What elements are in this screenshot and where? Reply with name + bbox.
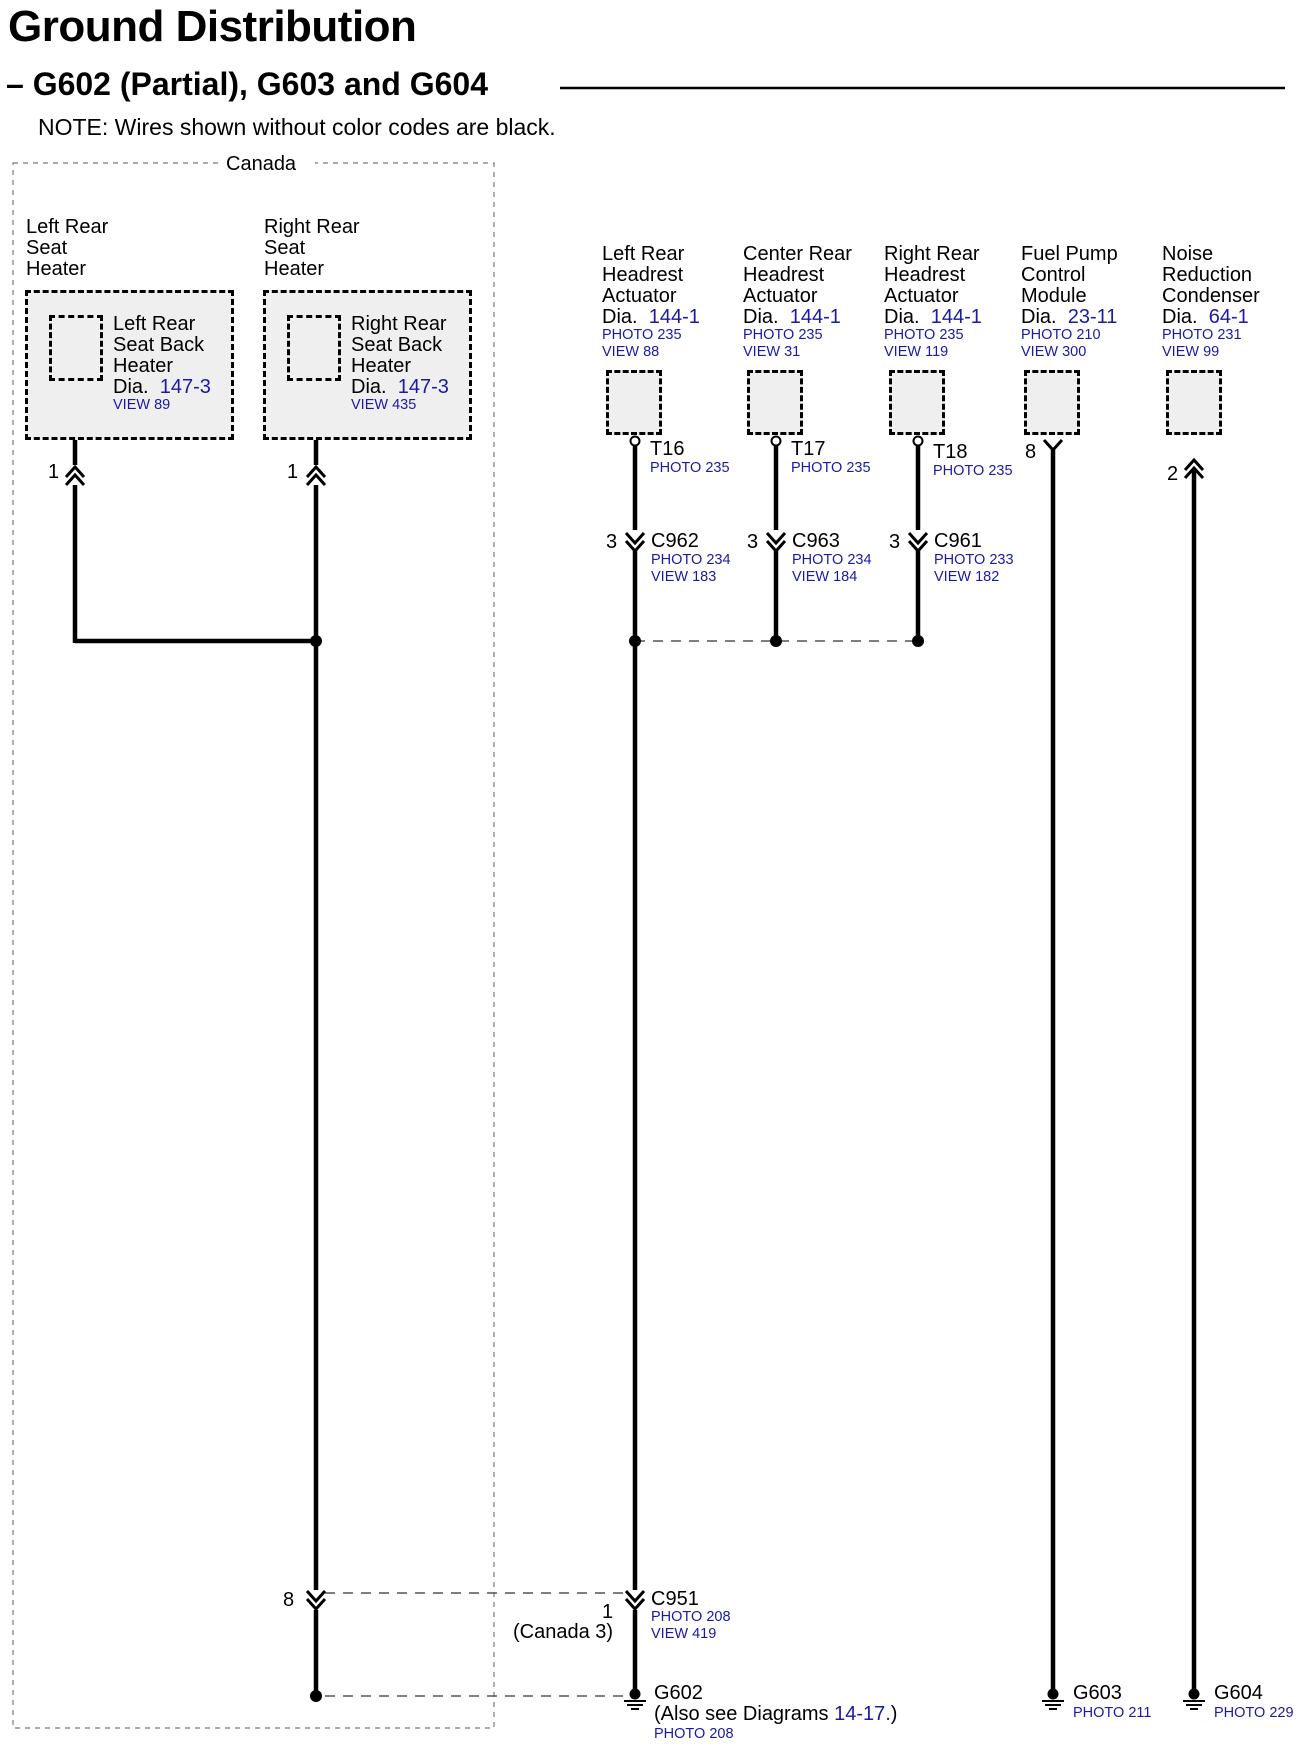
lrha-dia-link[interactable]: 144-1: [648, 306, 700, 328]
g602-diagram-link[interactable]: 14-17.: [834, 1703, 891, 1725]
nrc-component-box: [1166, 370, 1222, 435]
crha-label: Center Rear Headrest Actuator Dia. 144-1: [743, 243, 852, 328]
t17-label: T17: [791, 438, 826, 460]
crha-dia-link[interactable]: 144-1: [789, 306, 841, 328]
rrha-label: Right Rear Headrest Actuator Dia. 144-1: [884, 243, 982, 328]
lrsh-inner-label: Left Rear Seat Back Heater Dia. 147-3: [113, 313, 211, 398]
c951-pin-left: 8: [283, 1589, 295, 1611]
rrsh-inner-label: Right Rear Seat Back Heater Dia. 147-3: [351, 313, 449, 398]
crha-component-box: [747, 370, 803, 435]
nrc-refs[interactable]: PHOTO 231 VIEW 99: [1162, 327, 1242, 360]
g603-name: G603: [1073, 1682, 1122, 1704]
t18-photo[interactable]: PHOTO 235: [933, 463, 1013, 479]
t18-label: T18: [933, 441, 968, 463]
page-title: Ground Distribution: [8, 2, 417, 51]
c961-pin: 3: [889, 531, 901, 553]
lrsh-pin: 1: [48, 461, 60, 483]
crha-refs[interactable]: PHOTO 235 VIEW 31: [743, 327, 823, 360]
t16-label: T16: [650, 438, 685, 460]
c962-name: C962: [651, 530, 699, 552]
c951-name: C951: [651, 1588, 699, 1610]
splice-dot: [310, 635, 322, 647]
c951-pin-note: (Canada 3): [513, 1621, 614, 1643]
canada-region-label: Canada: [226, 153, 297, 175]
c963-refs[interactable]: PHOTO 234 VIEW 184: [792, 552, 872, 585]
wire-headrests: [635, 445, 918, 1693]
g603-photo[interactable]: PHOTO 211: [1073, 1705, 1152, 1721]
c961-name: C961: [934, 530, 982, 552]
rrsh-dia-link[interactable]: 147-3: [397, 376, 449, 398]
fpcm-pin: 8: [1025, 441, 1037, 463]
splice-dot: [770, 635, 782, 647]
c951-pin-right: 1: [602, 1601, 614, 1623]
rrsh-view[interactable]: VIEW 435: [351, 397, 417, 413]
rrha-refs[interactable]: PHOTO 235 VIEW 119: [884, 327, 964, 360]
nrc-label: Noise Reduction Condenser Dia. 64-1: [1162, 243, 1260, 328]
c963-pin: 3: [747, 531, 759, 553]
g604-name: G604: [1214, 1682, 1263, 1704]
t16-photo[interactable]: PHOTO 235: [650, 460, 730, 476]
g602-note: (Also see Diagrams 14-17.): [654, 1703, 898, 1725]
lrsh-view[interactable]: VIEW 89: [113, 397, 171, 413]
terminal-t16: [631, 437, 640, 446]
fpcm-label: Fuel Pump Control Module Dia. 23-11: [1021, 243, 1118, 328]
lrha-label: Left Rear Headrest Actuator Dia. 144-1: [602, 243, 700, 328]
g602-photo[interactable]: PHOTO 208: [654, 1726, 734, 1742]
rrha-component-box: [889, 370, 945, 435]
rrha-dia-link[interactable]: 144-1: [930, 306, 982, 328]
wire-color-note: NOTE: Wires shown without color codes are black.: [38, 114, 556, 140]
splice-dot: [629, 635, 641, 647]
lrsh-name: Left Rear Seat Heater: [26, 216, 109, 280]
rrsh-inner-box: [287, 315, 341, 381]
fpcm-component-box: [1024, 370, 1080, 435]
terminal-t18: [914, 437, 923, 446]
fpcm-dia-link[interactable]: 23-11: [1067, 306, 1118, 328]
c961-refs[interactable]: PHOTO 233 VIEW 182: [934, 552, 1014, 585]
c963-name: C963: [792, 530, 840, 552]
splice-dot: [310, 1690, 322, 1702]
terminal-t17: [772, 437, 781, 446]
c962-pin: 3: [606, 531, 618, 553]
g604-photo[interactable]: PHOTO 229: [1214, 1705, 1294, 1721]
lrsh-inner-box: [49, 315, 103, 381]
rrsh-pin: 1: [287, 461, 299, 483]
lrha-component-box: [606, 370, 662, 435]
g602-name: G602: [654, 1682, 703, 1704]
t17-photo[interactable]: PHOTO 235: [791, 460, 871, 476]
lrsh-dia-link[interactable]: 147-3: [159, 376, 211, 398]
rrsh-name: Right Rear Seat Heater: [264, 216, 360, 280]
nrc-pin: 2: [1167, 463, 1179, 485]
c951-refs[interactable]: PHOTO 208 VIEW 419: [651, 1609, 731, 1642]
lrha-refs[interactable]: PHOTO 235 VIEW 88: [602, 327, 682, 360]
c962-refs[interactable]: PHOTO 234 VIEW 183: [651, 552, 731, 585]
splice-dot: [912, 635, 924, 647]
fpcm-refs[interactable]: PHOTO 210 VIEW 300: [1021, 327, 1101, 360]
page-subtitle: – G602 (Partial), G603 and G604: [6, 66, 489, 102]
nrc-dia-link[interactable]: 64-1: [1208, 306, 1249, 328]
